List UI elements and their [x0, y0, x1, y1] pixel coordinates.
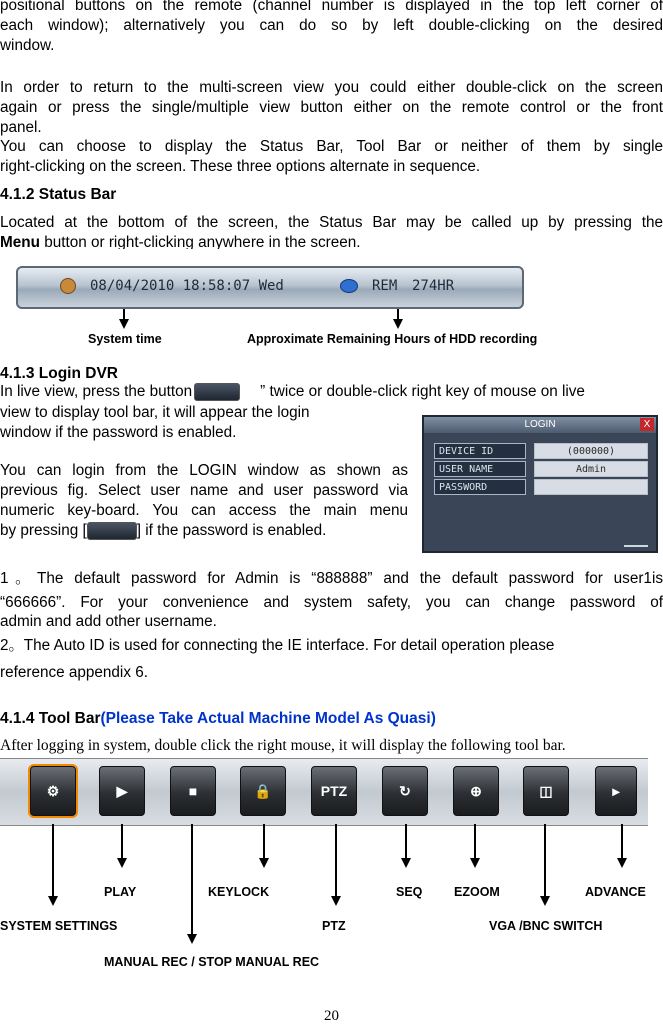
status-rem-value: 274HR: [412, 278, 455, 294]
label-ptz: PTZ: [322, 919, 346, 933]
label-vga-bnc-switch: VGA /BNC SWITCH: [489, 919, 603, 933]
label-system-time: System time: [88, 332, 162, 346]
arrow-head-keylock: [259, 858, 269, 868]
status-date-time: 08/04/2010 18:58:07 Wed: [90, 278, 284, 294]
sec413-line1a: In live view, press the button: [0, 383, 193, 400]
toolbar-zoom-icon: ⊕: [453, 766, 499, 816]
para1-line1: positional buttons on the remote (channel number is displayed in the top left corner of: [0, 0, 663, 14]
sec413-line6: numeric key-board. You can access the main menu: [0, 502, 408, 519]
sec413-line1b: ” twice or double-click right key of mouse on live: [260, 383, 585, 400]
note2-line2: reference appendix 6.: [0, 664, 148, 681]
note1-line2: “666666”. For your convenience and system safety, you can change password of: [0, 594, 663, 611]
arrow-head-settings: [48, 896, 58, 906]
arrow-line-keylock: [263, 824, 265, 860]
sec412-line2: [0, 233, 663, 249]
arrow-head-advance: [617, 858, 627, 868]
para2-line5: right-clicking on the screen. These three options alternate in sequence.: [0, 158, 481, 175]
sec413-line2: view to display tool bar, it will appear the login: [0, 404, 310, 421]
toolbar-ptz-icon: PTZ: [311, 766, 357, 816]
label-keylock: KEYLOCK: [208, 885, 270, 899]
toolbar-lock-icon: 🔒: [240, 766, 286, 816]
toolbar-settings-gear-icon: ⚙: [30, 766, 76, 816]
para1-line3: window.: [0, 37, 55, 54]
user-name-value: Admin: [534, 461, 648, 477]
arrow-line-manual-rec: [191, 824, 193, 936]
sec412-line2-rest: button or right-clicking anywhere in the screen.: [39, 234, 361, 249]
sec413-line7a: by pressing [: [0, 522, 87, 539]
note2-line1: 2。The Auto ID is used for connecting the IE interface. For detail operation please: [0, 637, 555, 654]
label-seq: SEQ: [396, 885, 423, 899]
heading-4-1-4-note: (Please Take Actual Machine Model As Quasi): [100, 710, 436, 727]
sec413-line3: window if the password is enabled.: [0, 424, 237, 441]
arrow-line-settings: [52, 824, 54, 898]
arrow-head-remaining: [393, 319, 403, 329]
close-icon: X: [640, 418, 654, 431]
arrow-line-ptz: [335, 824, 337, 898]
clock-icon: [60, 278, 76, 294]
sec413-line7b: ] if the password is enabled.: [136, 522, 327, 539]
arrow-line-vga: [544, 824, 546, 898]
label-ezoom: EZOOM: [454, 885, 500, 899]
heading-4-1-4-text: 4.1.4 Tool Bar: [0, 710, 101, 727]
para2-line2: again or press the single/multiple view button either on the remote control or the front: [0, 99, 663, 116]
label-remaining-hours: Approximate Remaining Hours of HDD recording: [247, 332, 538, 346]
label-manual-rec: MANUAL REC / STOP MANUAL REC: [104, 955, 320, 969]
menu-word: Menu: [0, 234, 40, 249]
toolbar-advance-icon: ▸: [595, 766, 637, 816]
arrow-head-manual-rec: [187, 934, 197, 944]
sec412-line1: Located at the bottom of the screen, the Status Bar may be called up by pressing the: [0, 214, 663, 231]
label-play: PLAY: [104, 885, 137, 899]
toolbar-image: [0, 758, 648, 826]
arrow-line-play: [121, 824, 123, 860]
arrow-head-ptz: [331, 896, 341, 906]
status-rem-label: REM: [372, 278, 398, 294]
arrow-line-seq: [405, 824, 407, 860]
para1-line2: each window); alternatively you can do so by left double-clicking on the desired: [0, 17, 663, 34]
login-window-image: [422, 415, 658, 553]
confirm-check-icon: [624, 535, 648, 547]
password-value: [534, 479, 648, 495]
login-title: LOGIN: [424, 417, 656, 433]
device-id-label: DEVICE ID: [434, 443, 526, 459]
arrow-head-seq: [401, 858, 411, 868]
sec414-line1: After logging in system, double click the right mouse, it will display the following tool bar.: [0, 737, 566, 754]
toolbar-play-icon: ▶: [99, 766, 145, 816]
label-advance: ADVANCE: [585, 885, 646, 899]
toolbar-stop-icon: ■: [170, 766, 216, 816]
toolbar-vga-switch-icon: ◫: [523, 766, 569, 816]
arrow-head-vga: [540, 896, 550, 906]
hdd-icon: [340, 279, 358, 293]
user-name-label: USER NAME: [434, 461, 526, 477]
enter-key-icon: [87, 522, 137, 540]
toolbar-toggle-button-icon: [194, 383, 240, 401]
note1-line1: 1。The default password for Admin is “888888” and the default password for user1is: [0, 570, 663, 587]
arrow-head-system-time: [119, 319, 129, 329]
heading-4-1-4: [0, 709, 436, 729]
sec413-line5: previous fig. Select user name and user password via: [0, 482, 408, 499]
arrow-line-advance: [621, 824, 623, 860]
toolbar-seq-icon: ↻: [382, 766, 428, 816]
sec413-line1: [0, 382, 663, 402]
status-bar-image: [16, 266, 524, 309]
note1-line3: admin and add other username.: [0, 613, 217, 630]
device-id-value: (000000): [534, 443, 648, 459]
page-number: 20: [324, 1008, 339, 1024]
heading-4-1-3: 4.1.3 Login DVR: [0, 365, 118, 382]
sec413-line4: You can login from the LOGIN window as shown as: [0, 462, 408, 479]
arrow-head-ezoom: [470, 858, 480, 868]
arrow-line-ezoom: [474, 824, 476, 860]
para2-line1: In order to return to the multi-screen view you could either double-click on the screen: [0, 79, 663, 96]
arrow-head-play: [117, 858, 127, 868]
para2-line3: panel.: [0, 119, 42, 136]
para2-line4: You can choose to display the Status Bar, Tool Bar or neither of them by single: [0, 138, 663, 155]
heading-4-1-2: 4.1.2 Status Bar: [0, 186, 117, 203]
label-system-settings: SYSTEM SETTINGS: [0, 919, 118, 933]
password-label: PASSWORD: [434, 479, 526, 495]
